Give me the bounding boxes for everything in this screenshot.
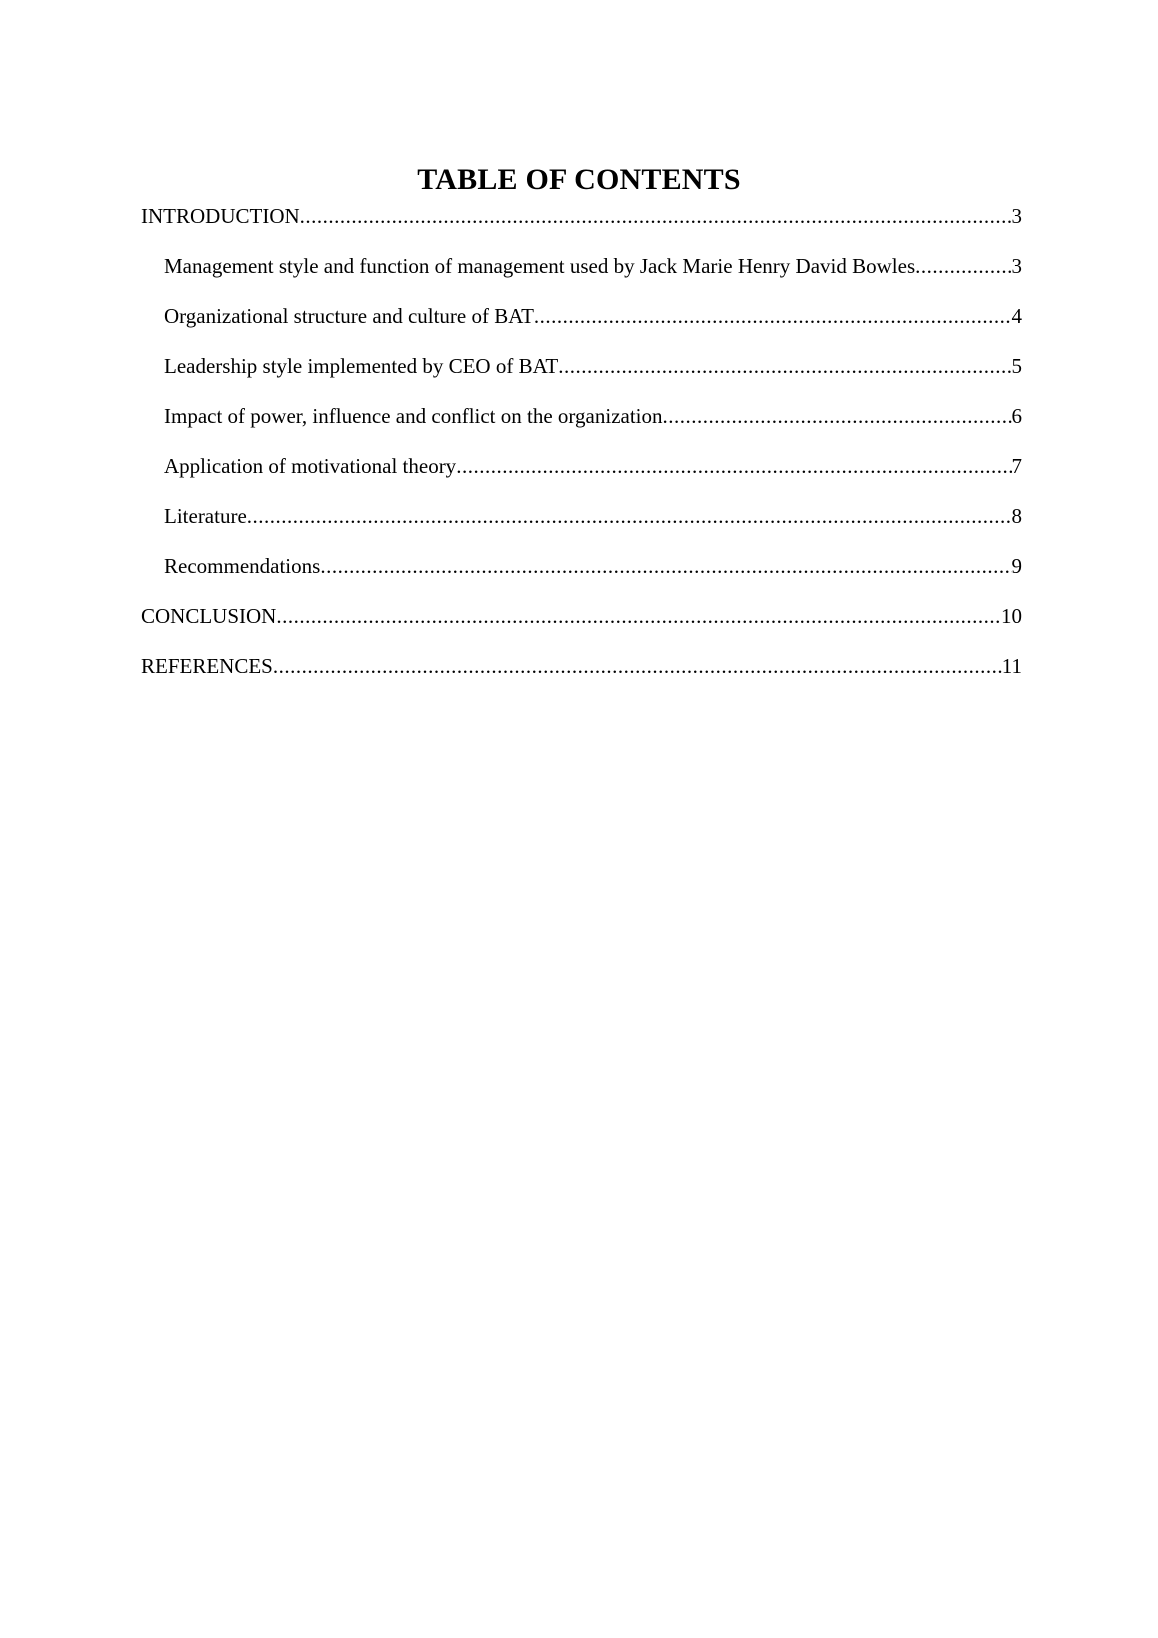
toc-page-number: 10 bbox=[1001, 604, 1022, 628]
toc-entry-text: INTRODUCTION bbox=[141, 204, 300, 228]
toc-dot-leader bbox=[534, 302, 1012, 330]
toc-dot-leader bbox=[456, 452, 1011, 480]
toc-dot-leader bbox=[273, 652, 1002, 680]
toc-page-number: 8 bbox=[1011, 504, 1022, 528]
toc-dot-leader bbox=[300, 202, 1012, 230]
toc-entry-text: Organizational structure and culture of BAT bbox=[164, 304, 534, 328]
toc-entry-text: REFERENCES bbox=[141, 654, 273, 678]
toc-page-number: 4 bbox=[1011, 304, 1022, 328]
toc-entry-text: Leadership style implemented by CEO of BAT bbox=[164, 354, 559, 378]
toc-entry-text: Impact of power, influence and conflict on the organization bbox=[164, 404, 663, 428]
toc-entry-text: Management style and function of management used by Jack Marie Henry David Bowles bbox=[164, 254, 916, 278]
toc-entry-management-style[interactable] bbox=[141, 252, 1022, 302]
toc-page-number: 3 bbox=[1011, 204, 1022, 228]
toc-entry-motivational-theory[interactable] bbox=[141, 452, 1022, 502]
toc-page-number: 9 bbox=[1011, 554, 1022, 578]
toc-dot-leader bbox=[320, 552, 1011, 580]
toc-entry-impact-of-power[interactable] bbox=[141, 402, 1022, 452]
toc-entry-leadership-style[interactable] bbox=[141, 352, 1022, 402]
toc-list bbox=[141, 202, 1022, 702]
toc-dot-leader bbox=[247, 502, 1012, 530]
toc-dot-leader bbox=[558, 352, 1011, 380]
toc-page-number: 7 bbox=[1011, 454, 1022, 478]
toc-title: TABLE OF CONTENTS bbox=[417, 163, 741, 196]
toc-page-number: 3 bbox=[1011, 254, 1022, 278]
toc-entry-text: Literature bbox=[164, 504, 247, 528]
toc-entry-references[interactable] bbox=[141, 652, 1022, 702]
toc-entry-text: Application of motivational theory bbox=[164, 454, 457, 478]
toc-dot-leader bbox=[276, 602, 1001, 630]
toc-entry-introduction[interactable] bbox=[141, 202, 1022, 252]
toc-entry-text: Recommendations bbox=[164, 554, 321, 578]
toc-page-number: 5 bbox=[1011, 354, 1022, 378]
toc-entry-literature[interactable] bbox=[141, 502, 1022, 552]
toc-entry-organizational-structure[interactable] bbox=[141, 302, 1022, 352]
toc-dot-leader bbox=[915, 252, 1011, 280]
toc-page-number: 6 bbox=[1011, 404, 1022, 428]
toc-entry-recommendations[interactable] bbox=[141, 552, 1022, 602]
toc-dot-leader bbox=[663, 402, 1012, 430]
toc-entry-conclusion[interactable] bbox=[141, 602, 1022, 652]
toc-page-number: 11 bbox=[1001, 654, 1022, 678]
toc-entry-text: CONCLUSION bbox=[141, 604, 277, 628]
